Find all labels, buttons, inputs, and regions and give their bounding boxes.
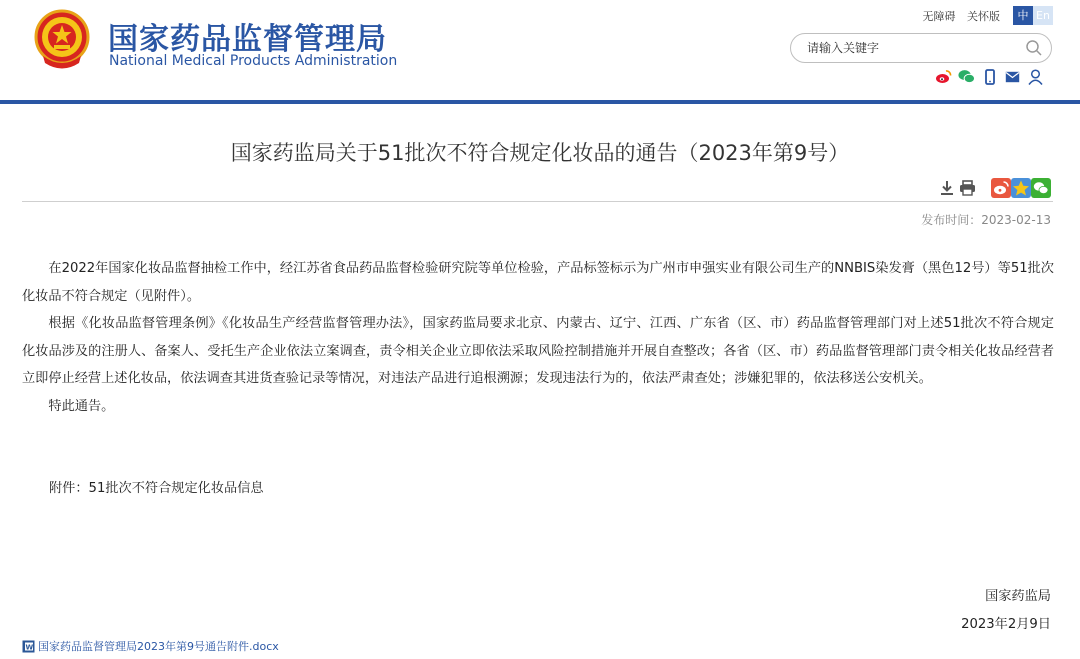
share-qzone-icon[interactable] xyxy=(1011,178,1031,198)
paragraph-1: 在2022年国家化妆品监督抽检工作中，经江苏省食品药品监督检验研究院等单位检验，产品标签标示为广州市申强实业有限公司生产的NNBIS染发膏（黑色12号）等51批次化妆品不符合规定（见附件）。 xyxy=(22,261,1054,304)
publish-time xyxy=(921,211,1051,228)
article-title: 国家药监局关于51批次不符合规定化妆品的通告（2023年第9号） xyxy=(230,141,850,165)
article-tools xyxy=(937,178,1051,198)
title-divider xyxy=(22,201,1053,202)
attachment-link[interactable] xyxy=(22,638,279,654)
print-icon[interactable] xyxy=(957,178,977,198)
social-links xyxy=(935,68,1044,85)
top-links xyxy=(915,8,1001,24)
mail-icon[interactable] xyxy=(1004,68,1021,85)
weibo-icon[interactable] xyxy=(935,68,952,85)
attachment-filename[interactable]: 国家药品监督管理局2023年第9号通告附件.docx xyxy=(38,640,279,653)
wechat-icon[interactable] xyxy=(958,68,975,85)
paragraph-3: 特此通告。 xyxy=(48,398,115,414)
mobile-icon[interactable] xyxy=(981,68,998,85)
signature-org: 国家药监局 xyxy=(985,589,1051,604)
header-divider-bar xyxy=(0,100,1080,104)
language-switch xyxy=(1013,6,1053,25)
share-weibo-icon[interactable] xyxy=(991,178,1011,198)
svg-text:W: W xyxy=(25,643,34,651)
signature-date: 2023年2月9日 xyxy=(961,617,1051,632)
search-box xyxy=(790,33,1052,63)
lang-en-button[interactable]: En xyxy=(1033,6,1053,25)
word-doc-icon xyxy=(22,640,35,653)
search-input[interactable] xyxy=(807,39,1017,57)
user-icon[interactable] xyxy=(1027,68,1044,85)
download-icon[interactable] xyxy=(937,178,957,198)
elderly-mode-link[interactable]: 关怀版 xyxy=(967,10,1000,23)
national-emblem-icon xyxy=(33,8,91,70)
share-wechat-icon[interactable] xyxy=(1031,178,1051,198)
article-body xyxy=(22,255,1054,420)
paragraph-2: 根据《化妆品监督管理条例》《化妆品生产经营监督管理办法》，国家药监局要求北京、内蒙古、辽宁、江西、广东省（区、市）药品监督管理部门对上述51批次不符合规定化妆品涉及的注册人、备案人、受托生产企业依法立案调查，责令相关企业立即依法采取风险控制措施并开展自查整改；各省（区、市）药品监督管理部门责令相关化妆品经营者立即停止经营上述化妆品，依法调查其进货查验记录等情况，对违法产品进行追根溯源；发现违法行为的，依法严肃查处；涉嫌犯罪的，依法移送公安机关。 xyxy=(22,316,1054,386)
site-header xyxy=(0,0,1080,100)
publish-label: 发布时间： xyxy=(921,213,982,227)
site-name-cn[interactable]: 国家药品监督管理局 xyxy=(108,22,387,57)
accessibility-link[interactable]: 无障碍 xyxy=(922,10,956,23)
search-icon[interactable] xyxy=(1025,39,1043,57)
publish-date: 2023-02-13 xyxy=(981,213,1051,227)
attachment-note: 附件：51批次不符合规定化妆品信息 xyxy=(49,481,264,496)
site-name-en[interactable]: National Medical Products Administration xyxy=(109,53,398,69)
lang-cn-button[interactable]: 中 xyxy=(1013,6,1033,25)
